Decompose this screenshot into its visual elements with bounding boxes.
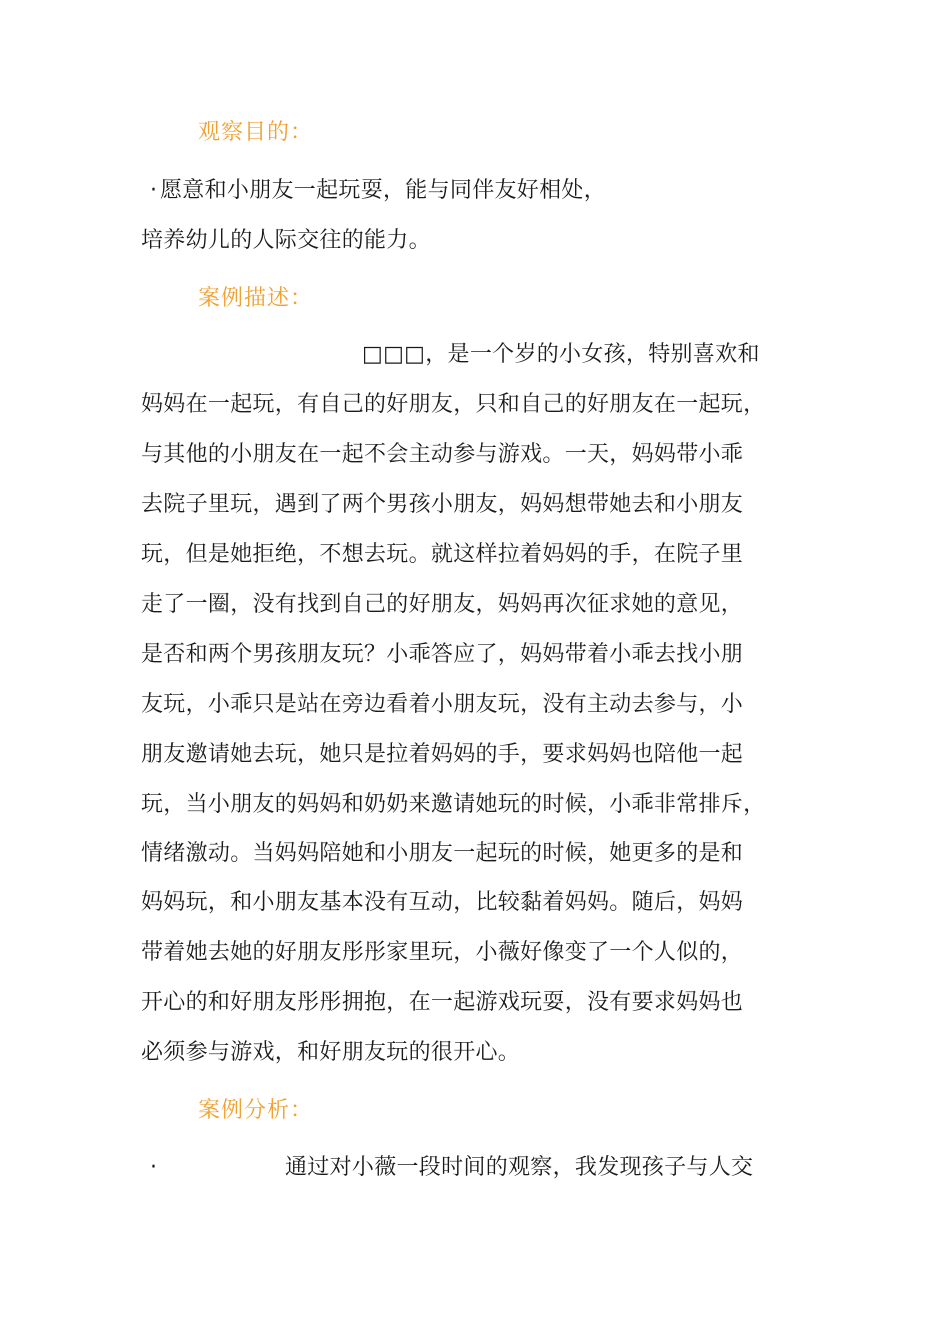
description-line: 友玩，小乖只是站在旁边看着小朋友玩，没有主动去参与，小	[141, 692, 744, 717]
description-line: 开心的和好朋友彤彤拥抱，在一起游戏玩耍，没有要求妈妈也	[141, 990, 744, 1015]
analysis-bullet: ·	[150, 1155, 157, 1180]
description-line: 妈妈玩，和小朋友基本没有互动，比较黏着妈妈。随后，妈妈	[141, 890, 744, 915]
description-line: 去院子里玩，遇到了两个男孩小朋友，妈妈想带她去和小朋友	[141, 492, 744, 517]
purpose-line: 愿意和小朋友一起玩耍，能与同伴友好相处，	[160, 178, 607, 203]
purpose-line: 培养幼儿的人际交往的能力。	[141, 228, 431, 253]
description-line: 玩，但是她拒绝，不想去玩。就这样拉着妈妈的手，在院子里	[141, 542, 744, 567]
description-line: 情绪激动。当妈妈陪她和小朋友一起玩的时候，她更多的是和	[141, 841, 744, 866]
description-line: 走了一圈，没有找到自己的好朋友，妈妈再次征求她的意见，	[141, 592, 744, 617]
description-line: 必须参与游戏，和好朋友玩的很开心。	[141, 1040, 521, 1065]
description-line: 是否和两个男孩朋友玩？小乖答应了，妈妈带着小乖去找小朋	[141, 642, 744, 667]
description-line: 带着她去她的好朋友彤彤家里玩，小薇好像变了一个人似的，	[141, 940, 744, 965]
description-line: 玩，当小朋友的妈妈和奶奶来邀请她玩的时候，小乖非常排斥，	[141, 792, 766, 817]
description-line: 妈妈在一起玩，有自己的好朋友，只和自己的好朋友在一起玩，	[141, 392, 766, 417]
description-line: 朋友邀请她去玩，她只是拉着妈妈的手，要求妈妈也陪他一起	[141, 742, 744, 767]
description-heading: 案例描述：	[198, 286, 314, 311]
description-line: 与其他的小朋友在一起不会主动参与游戏。一天，妈妈带小乖	[141, 442, 744, 467]
analysis-heading: 案例分析：	[198, 1098, 314, 1123]
purpose-bullet: ·	[150, 178, 157, 203]
analysis-line: 通过对小薇一段时间的观察，我发现孩子与人交	[285, 1155, 754, 1180]
description-line: □□□，是一个岁的小女孩，特别喜欢和	[362, 342, 760, 367]
purpose-heading: 观察目的：	[198, 120, 314, 145]
